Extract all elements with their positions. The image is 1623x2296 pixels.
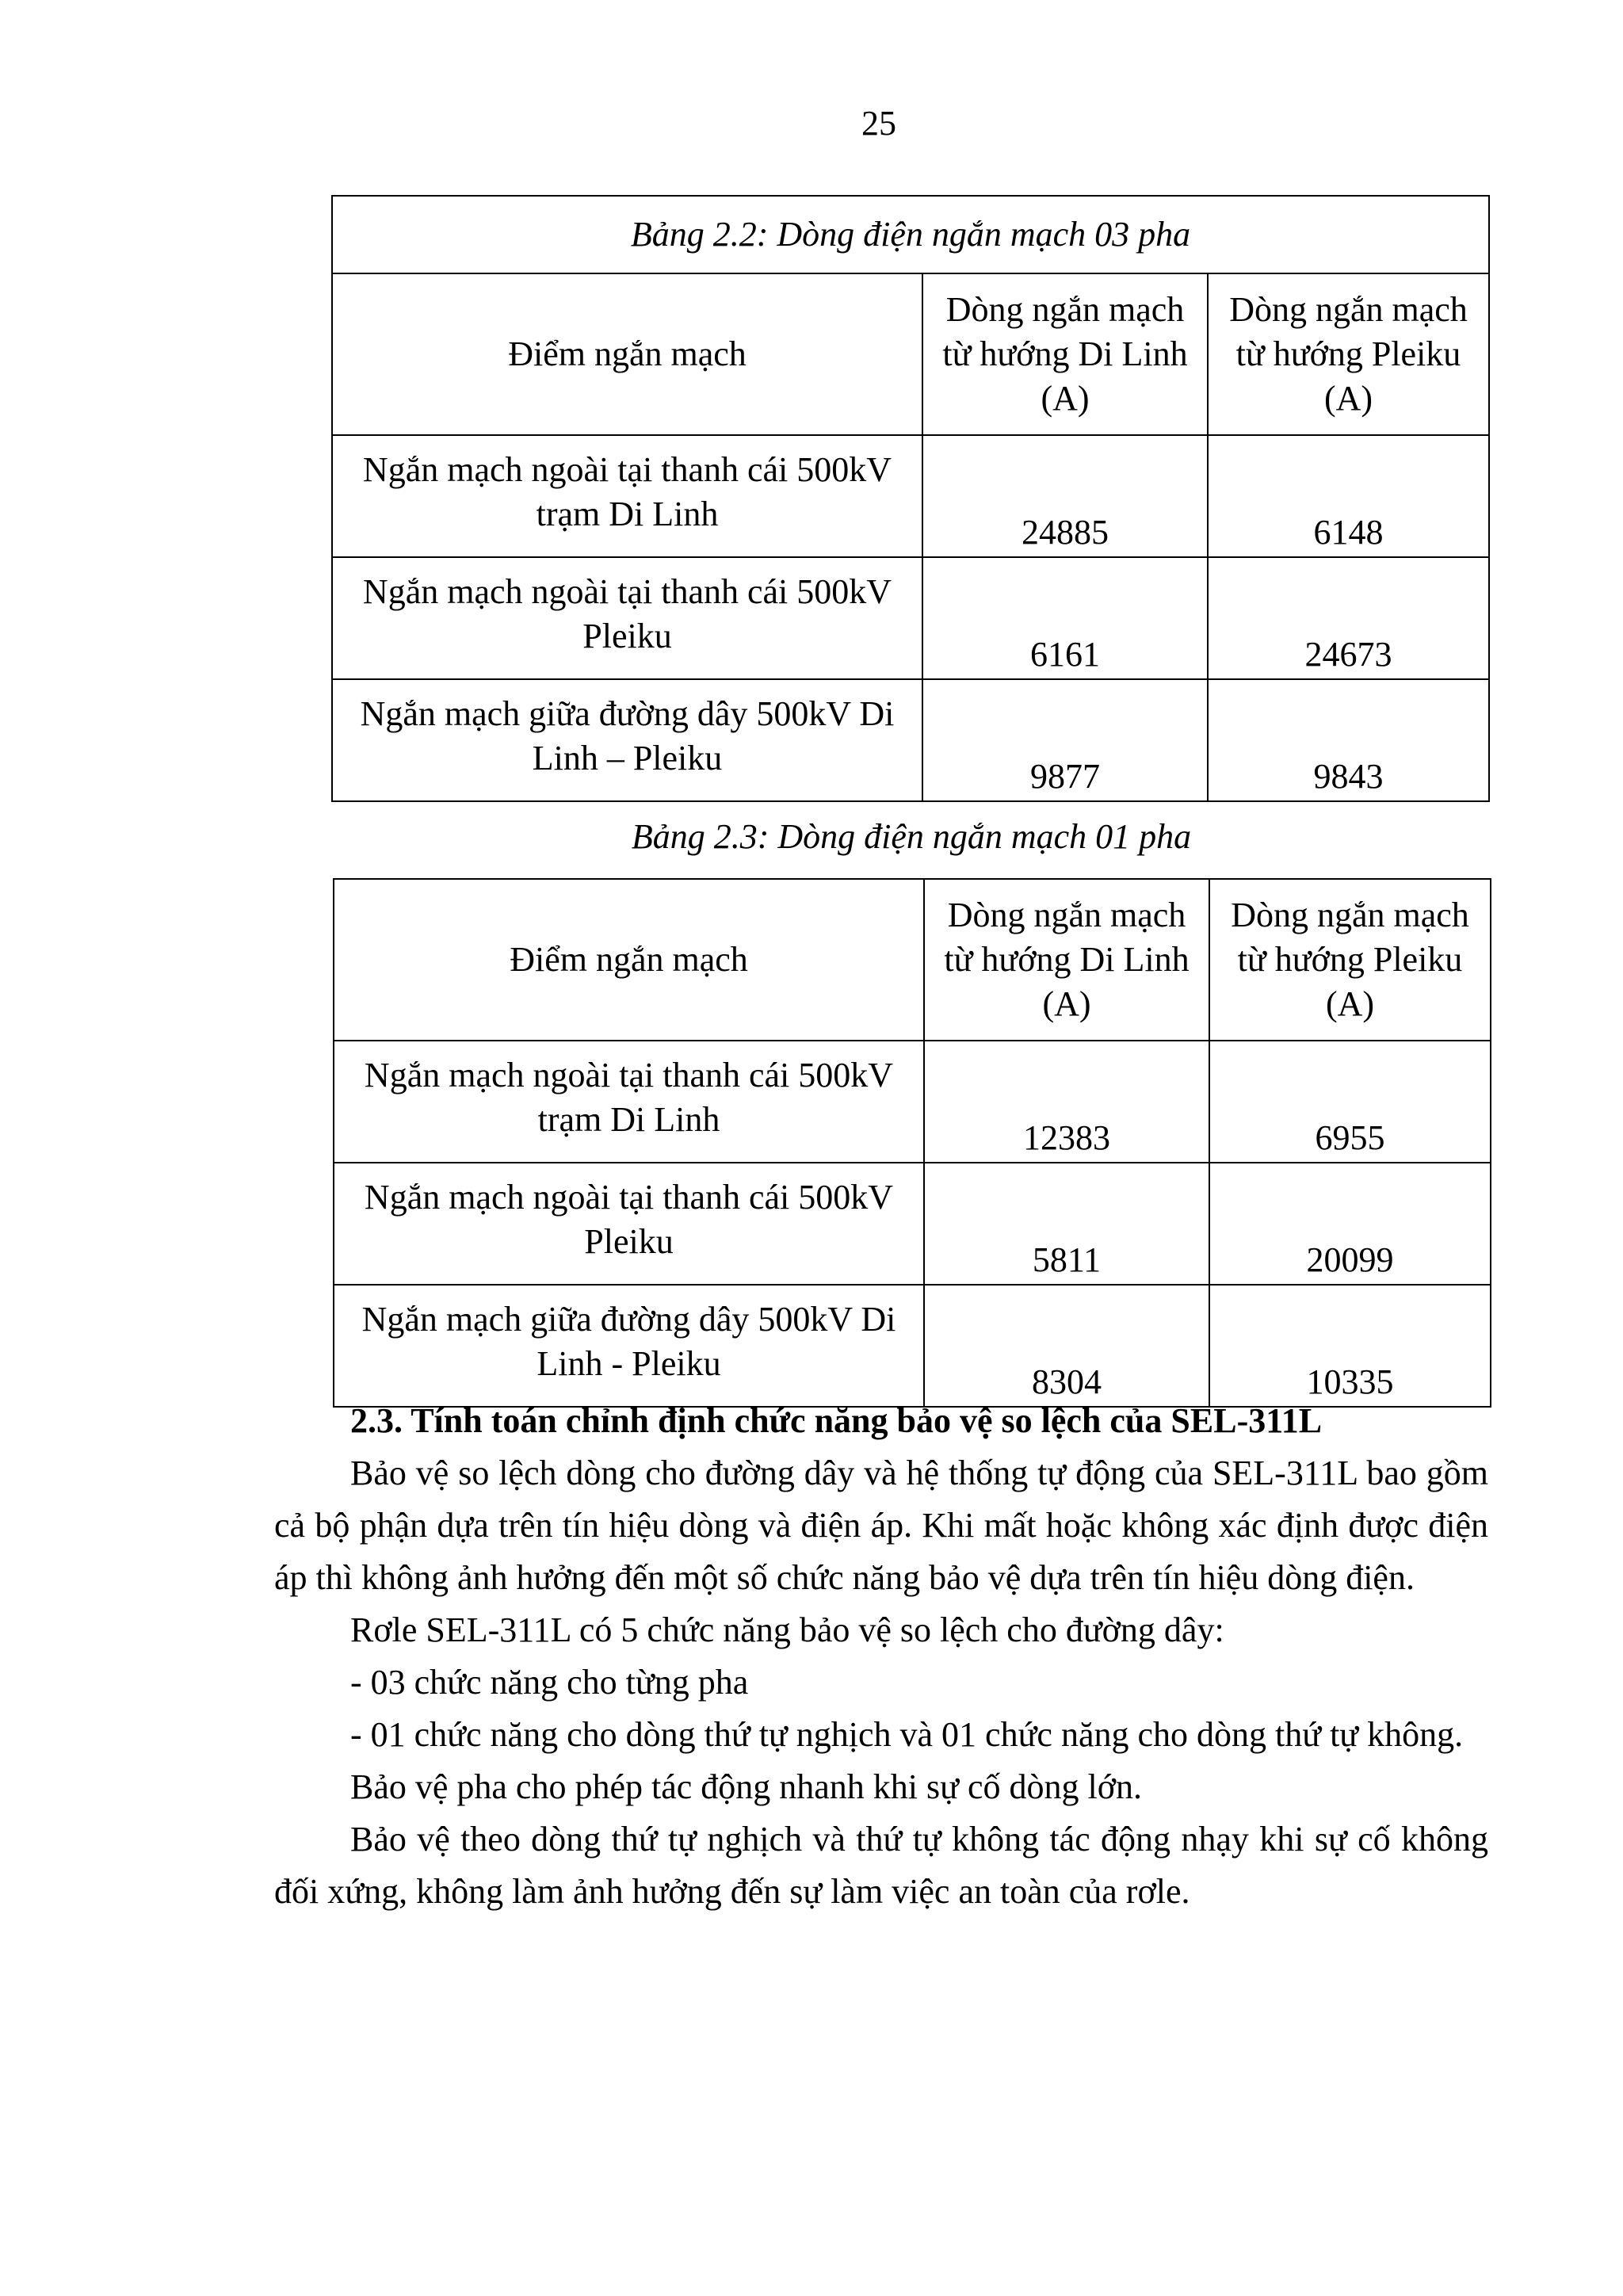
cell-di-linh: 9877 [922,679,1208,801]
cell-point: Ngắn mạch ngoài tại thanh cái 500kV trạm Di Linh [334,1041,924,1163]
cell-di-linh: 24885 [922,435,1208,557]
paragraph: Bảo vệ pha cho phép tác động nhanh khi sự cố dòng lớn. [350,1767,1143,1806]
column-header-point: Điểm ngắn mạch [334,879,924,1041]
cell-di-linh: 6161 [922,557,1208,679]
table-header-row [332,273,1489,435]
table-single-phase-short-circuit [333,878,1491,1408]
section-body [274,1395,1488,1918]
column-header-pleiku: Dòng ngắn mạch từ hướng Pleiku (A) [1208,273,1489,435]
cell-point: Ngắn mạch ngoài tại thanh cái 500kV Pleiku [334,1163,924,1285]
paragraph: Bảo vệ so lệch dòng cho đường dây và hệ thống tự động của SEL-311L bao gồm cả bộ phận dựa trên tín hiệu dòng và điện áp. Khi mất hoặc không xác định được điện áp thì không ảnh hưởng đến một số chức năng bảo vệ dựa trên tín hiệu dòng điện. [274,1454,1488,1597]
list-item: - 01 chức năng cho dòng thứ tự nghịch và 01 chức năng cho dòng thứ tự không. [350,1715,1464,1754]
table-row [332,557,1489,679]
cell-point: Ngắn mạch ngoài tại thanh cái 500kV Pleiku [332,557,922,679]
cell-pleiku: 6955 [1209,1041,1491,1163]
column-header-pleiku: Dòng ngắn mạch từ hướng Pleiku (A) [1209,879,1491,1041]
cell-pleiku: 10335 [1209,1285,1491,1407]
table-row [332,435,1489,557]
column-header-di-linh: Dòng ngắn mạch từ hướng Di Linh (A) [924,879,1209,1041]
table-caption: Bảng 2.3: Dòng điện ngắn mạch 01 pha [631,817,1192,856]
cell-point: Ngắn mạch giữa đường dây 500kV Di Linh - Pleiku [334,1285,924,1407]
table-caption-row [332,196,1489,273]
paragraph: Bảo vệ theo dòng thứ tự nghịch và thứ tự không tác động nhạy khi sự cố không đối xứng, không làm ảnh hưởng đến sự làm việc an toàn của rơle. [274,1820,1488,1911]
table-three-phase-short-circuit [331,195,1490,802]
cell-point: Ngắn mạch giữa đường dây 500kV Di Linh – Pleiku [332,679,922,801]
table-caption: Bảng 2.2: Dòng điện ngắn mạch 03 pha [332,196,1489,273]
column-header-di-linh: Dòng ngắn mạch từ hướng Di Linh (A) [922,273,1208,435]
cell-pleiku: 24673 [1208,557,1489,679]
table-row [334,1285,1491,1407]
paragraph: Rơle SEL-311L có 5 chức năng bảo vệ so lệch cho đường dây: [350,1610,1224,1649]
list-item: - 03 chức năng cho từng pha [350,1663,749,1702]
cell-di-linh: 12383 [924,1041,1209,1163]
column-header-point: Điểm ngắn mạch [332,273,922,435]
cell-point: Ngắn mạch ngoài tại thanh cái 500kV trạm Di Linh [332,435,922,557]
table-row [334,1041,1491,1163]
cell-di-linh: 8304 [924,1285,1209,1407]
cell-di-linh: 5811 [924,1163,1209,1285]
cell-pleiku: 9843 [1208,679,1489,801]
page-number: 25 [861,104,896,143]
table-header-row [334,879,1491,1041]
table-row [334,1163,1491,1285]
cell-pleiku: 6148 [1208,435,1489,557]
cell-pleiku: 20099 [1209,1163,1491,1285]
section-heading: 2.3. Tính toán chỉnh định chức năng bảo vệ so lệch của SEL-311L [350,1401,1323,1440]
table-row [332,679,1489,801]
